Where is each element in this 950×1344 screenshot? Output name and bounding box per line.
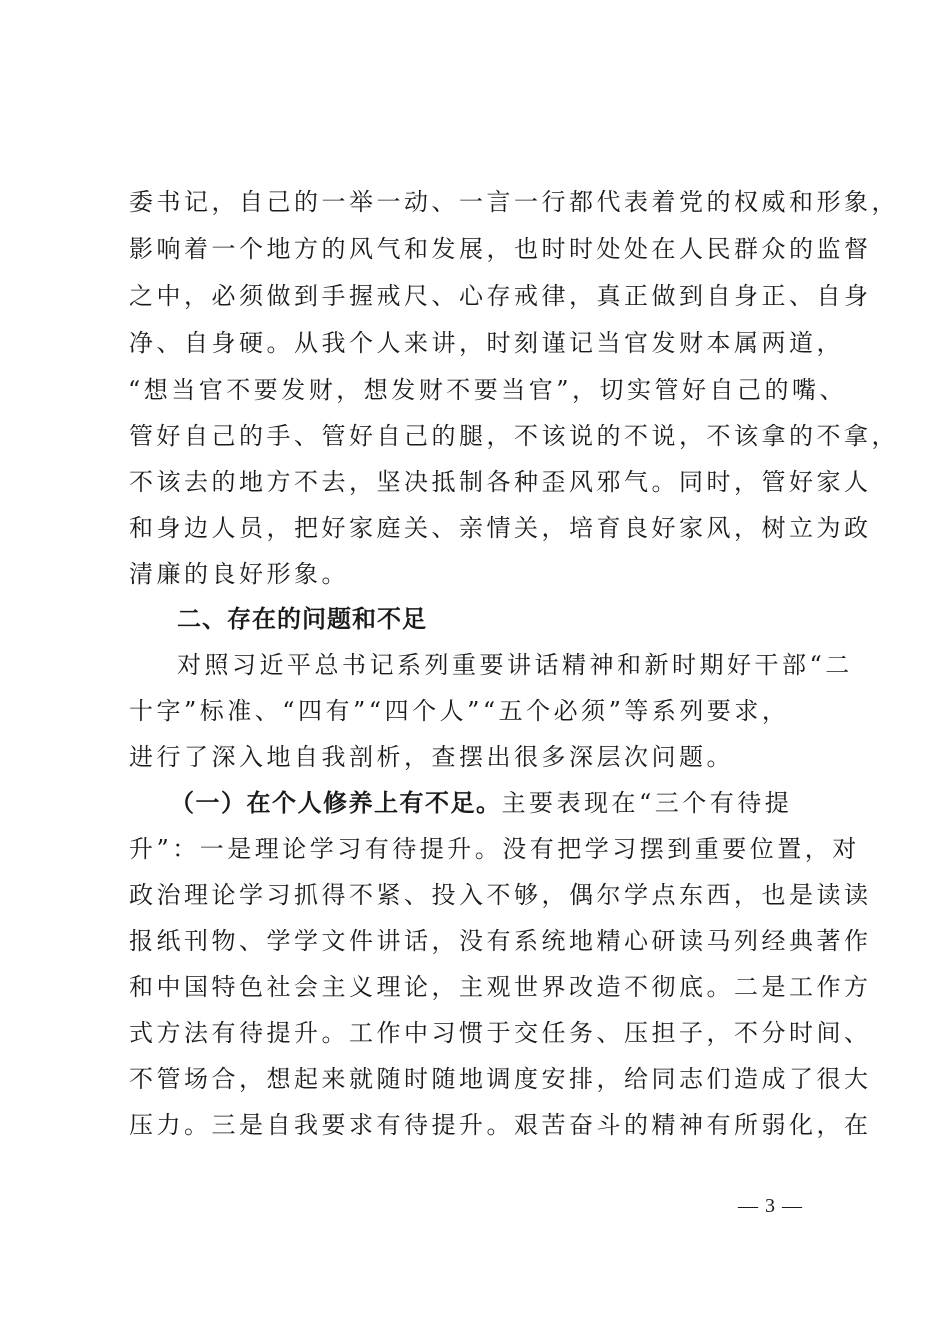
- section-heading: 二、存在的问题和不足: [177, 605, 427, 633]
- subsection-first-line-text: 主要表现在“三个有待提: [501, 789, 793, 817]
- paragraph-line: 净、自身硬。从我个人来讲，时刻谨记当官发财本属两道，: [129, 329, 844, 357]
- paragraph-line: 报纸刊物、学学文件讲话，没有系统地精心研读马列经典著作: [129, 927, 872, 955]
- paragraph-line: 管好自己的手、管好自己的腿，不该说的不说，不该拿的不拿，: [129, 422, 899, 450]
- paragraph-line: 式方法有待提升。工作中习惯于交任务、压担子，不分时间、: [129, 1019, 872, 1047]
- paragraph-line: 不该去的地方不去，坚决抵制各种歪风邪气。同时，管好家人: [129, 468, 872, 496]
- paragraph-line: 不管场合，想起来就随时随地调度安排，给同志们造成了很大: [129, 1065, 872, 1093]
- paragraph-line: 对照习近平总书记系列重要讲话精神和新时期好干部“二: [177, 651, 853, 679]
- paragraph-line: 委书记，自己的一举一动、一言一行都代表着党的权威和形象，: [129, 188, 899, 216]
- subsection-first-line: [170, 787, 870, 819]
- paragraph-line: 之中，必须做到手握戒尺、心存戒律，真正做到自身正、自身: [129, 282, 872, 310]
- paragraph-line: 清廉的良好形象。: [129, 560, 349, 588]
- page-number: — 3 —: [738, 1195, 803, 1217]
- paragraph-line: 升”：一是理论学习有待提升。没有把学习摆到重要位置，对: [129, 835, 860, 863]
- paragraph-line: 和中国特色社会主义理论，主观世界改造不彻底。二是工作方: [129, 973, 872, 1001]
- paragraph-line: 十字”标准、“四有”“四个人”“五个必须”等系列要求，: [129, 697, 790, 725]
- paragraph-line: 影响着一个地方的风气和发展，也时时处处在人民群众的监督: [129, 235, 872, 263]
- paragraph-line: 政治理论学习抓得不紧、投入不够，偶尔学点东西，也是读读: [129, 881, 872, 909]
- subsection-lead: （一）在个人修养上有不足。: [170, 788, 502, 817]
- paragraph-line: 进行了深入地自我剖析，查摆出很多深层次问题。: [129, 743, 734, 771]
- paragraph-line: 和身边人员，把好家庭关、亲情关，培育良好家风，树立为政: [129, 514, 872, 542]
- paragraph-line: “想当官不要发财，想发财不要当官”，切实管好自己的嘴、: [128, 376, 848, 404]
- paragraph-line: 压力。三是自我要求有待提升。艰苦奋斗的精神有所弱化，在: [129, 1111, 872, 1139]
